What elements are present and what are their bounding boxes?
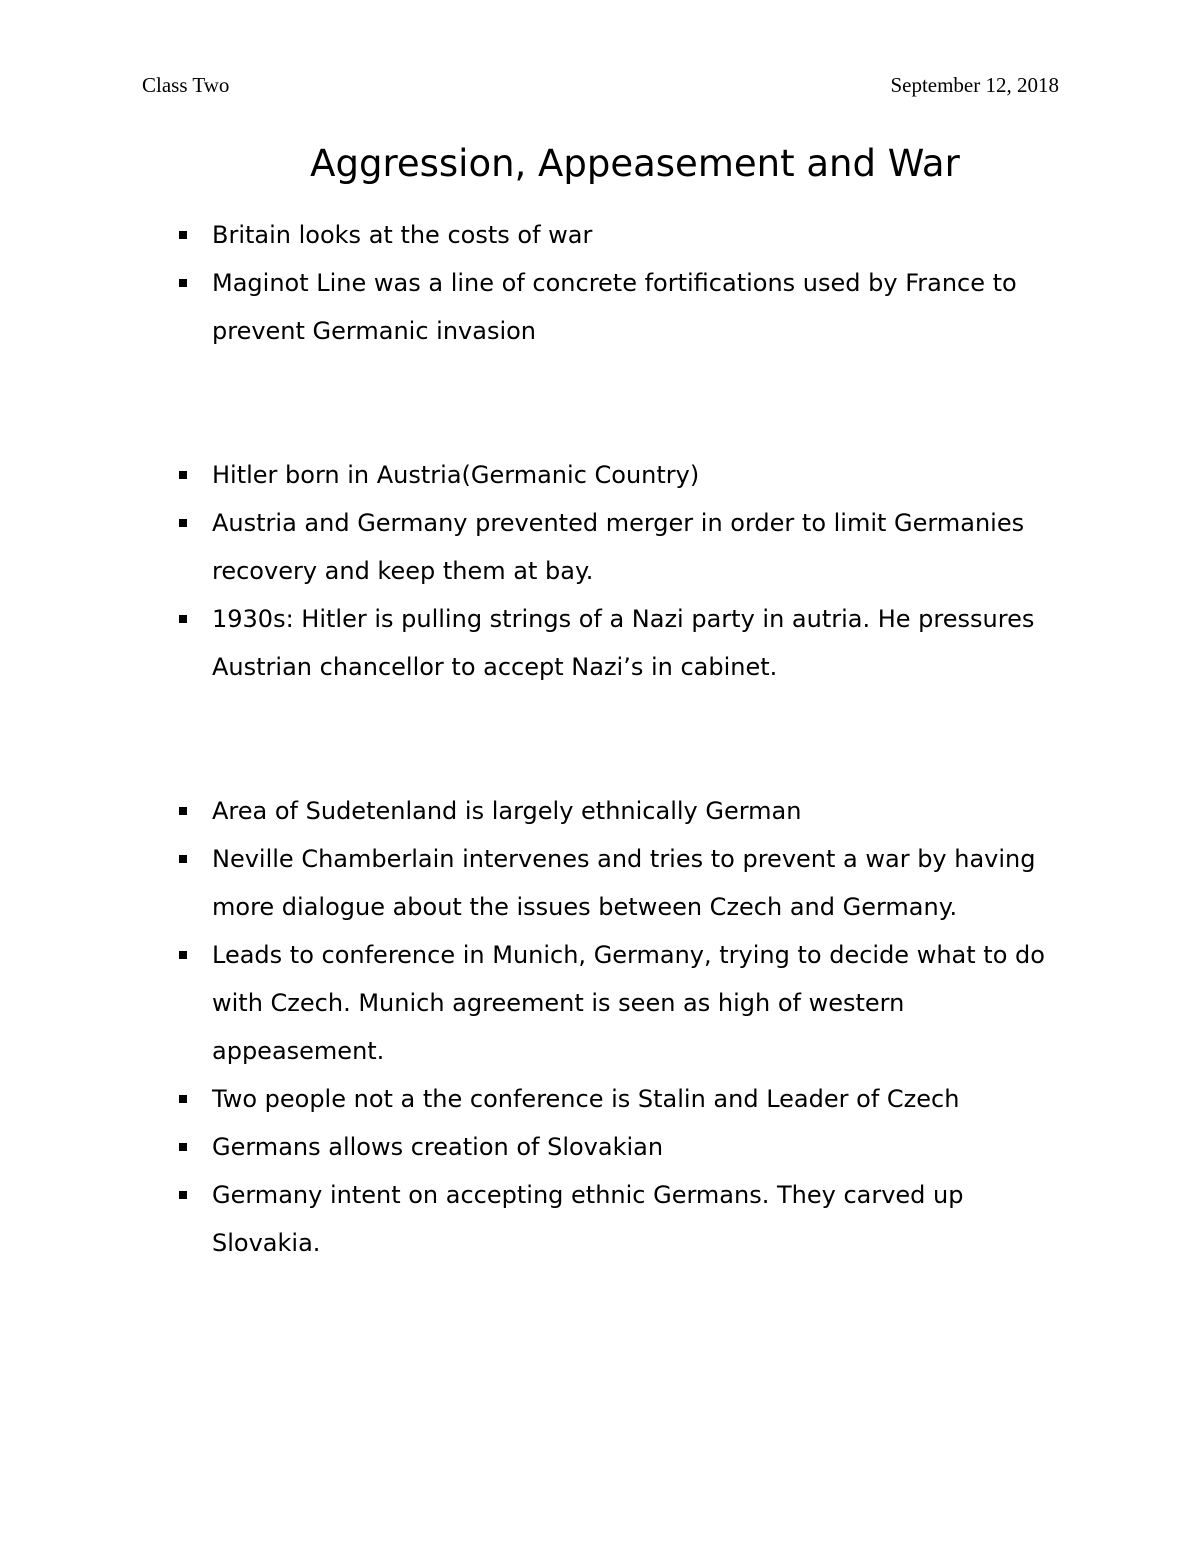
square-bullet-icon [179, 231, 187, 239]
notes-section-3 [212, 787, 1072, 1267]
list-item [212, 1123, 1072, 1171]
square-bullet-icon [179, 279, 187, 287]
square-bullet-icon [179, 1095, 187, 1103]
square-bullet-icon [179, 951, 187, 959]
list-item [212, 1075, 1072, 1123]
list-item-text: Hitler born in Austria(Germanic Country) [212, 461, 700, 489]
list-item-text: Austria and Germany prevented merger in order to limit Germanies recovery and keep them at bay. [212, 509, 1025, 585]
square-bullet-icon [179, 807, 187, 815]
list-item-text: Germany intent on accepting ethnic Germans. They carved up Slovakia. [212, 1181, 964, 1257]
list-item-text: Two people not a the conference is Stalin and Leader of Czech [212, 1085, 960, 1113]
square-bullet-icon [179, 471, 187, 479]
list-item [212, 595, 1072, 691]
list-item [212, 787, 1072, 835]
list-item-text: Leads to conference in Munich, Germany, trying to decide what to do with Czech. Munich agreement is seen as high of western appeasement. [212, 941, 1045, 1065]
list-item-text: Maginot Line was a line of concrete fortifications used by France to prevent Germanic invasion [212, 269, 1017, 345]
list-item [212, 931, 1072, 1075]
list-item [212, 835, 1072, 931]
list-item [212, 499, 1072, 595]
list-item [212, 211, 1072, 259]
page-title: Aggression, Appeasement and War [310, 142, 960, 185]
square-bullet-icon [179, 855, 187, 863]
square-bullet-icon [179, 519, 187, 527]
list-item-text: Germans allows creation of Slovakian [212, 1133, 664, 1161]
square-bullet-icon [179, 615, 187, 623]
notes-section-2 [212, 451, 1072, 691]
header-class-name: Class Two [142, 73, 230, 97]
list-item [212, 259, 1072, 355]
header-date: September 12, 2018 [890, 73, 1059, 97]
notes-section-1 [212, 211, 1072, 355]
list-item-text: 1930s: Hitler is pulling strings of a Nazi party in autria. He pressures Austrian chancellor to accept Nazi’s in cabinet. [212, 605, 1035, 681]
square-bullet-icon [179, 1143, 187, 1151]
square-bullet-icon [179, 1191, 187, 1199]
list-item-text: Neville Chamberlain intervenes and tries to prevent a war by having more dialogue about the issues between Czech and Germany. [212, 845, 1036, 921]
list-item-text: Area of Sudetenland is largely ethnically German [212, 797, 802, 825]
list-item-text: Britain looks at the costs of war [212, 221, 593, 249]
list-item [212, 1171, 1072, 1267]
list-item [212, 451, 1072, 499]
